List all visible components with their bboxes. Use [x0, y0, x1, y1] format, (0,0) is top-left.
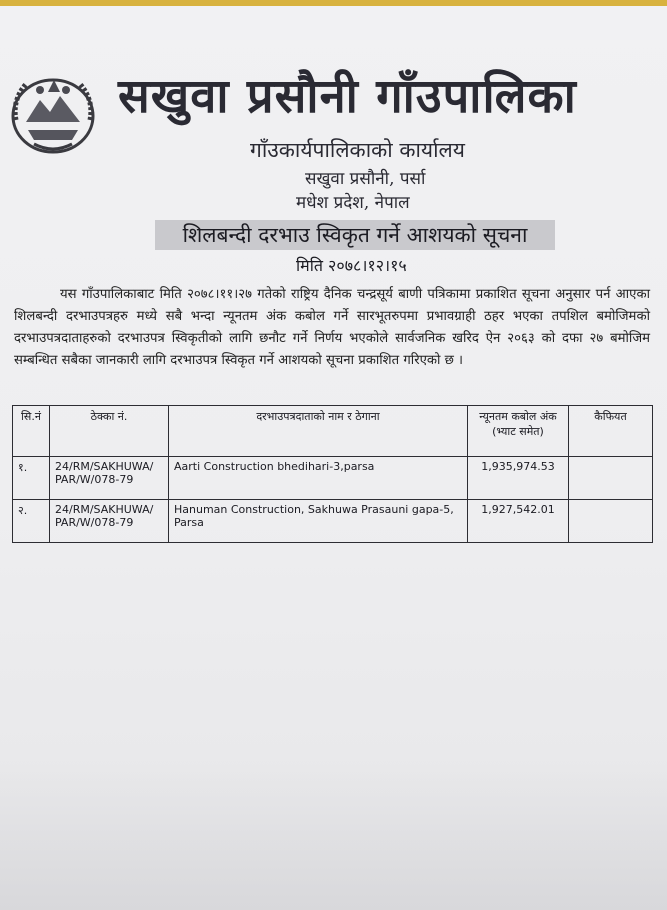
municipality-title: सखुवा प्रसौनी गाँउपालिका [118, 69, 577, 124]
bids-table [12, 405, 653, 543]
header-bidder: दरभाउपत्रदाताको नाम र ठेगाना [169, 406, 468, 457]
nepal-government-emblem-icon [4, 70, 102, 158]
table-header-row [13, 406, 653, 457]
row-amount: 1,935,974.53 [468, 457, 569, 500]
address-line-2: मधेश प्रदेश, नेपाल [296, 193, 410, 213]
notice-body: यस गाँउपालिकाबाट मिति २०७८।११।२७ गतेको राष्ट्रिय दैनिक चन्द्रसूर्य बाणी पत्रिकामा प्रकाशित सूचना अनुसार पर्न आएका शिलबन्दी दरभाउपत्रहरु मध्ये सबै भन्दा न्यूनतम अंक कबोल गर्ने सारभूतरुपमा प्रभावग्राही ठहर भएका तपशिल बमोजिमको दरभाउपत्रदाताहरुको दरभाउपत्र स्विकृतीको लागि छनौट गर्ने निर्णय भएकोले सार्वजनिक खरिद ऐन २०६३ को दफा २७ बमोजिम सम्बन्धित सबैका जानकारी लागि दरभाउपत्र स्विकृत गर्ने आशयको सूचना प्रकाशित गरिएको छ । [14, 287, 650, 368]
header-amount: न्यूनतम कबोल अंक (भ्याट समेत) [468, 406, 569, 457]
row-remarks [569, 457, 653, 500]
table-row [13, 457, 653, 500]
header-contract: ठेक्का नं. [50, 406, 169, 457]
row-amount: 1,927,542.01 [468, 500, 569, 543]
notice-title: शिलबन्दी दरभाउ स्विकृत गर्ने आशयको सूचना [155, 220, 555, 250]
notice-date: मिति २०७८।१२।१५ [296, 256, 407, 275]
row-contract: 24/RM/SAKHUWA/ PAR/W/078-79 [50, 500, 169, 543]
row-remarks [569, 500, 653, 543]
header-remarks: कैफियत [569, 406, 653, 457]
row-bidder: Hanuman Construction, Sakhuwa Prasauni gapa-5, Parsa [169, 500, 468, 543]
row-bidder: Aarti Construction bhedihari-3,parsa [169, 457, 468, 500]
header-sn: सि.नं [13, 406, 50, 457]
row-contract: 24/RM/SAKHUWA/ PAR/W/078-79 [50, 457, 169, 500]
address-line-1: सखुवा प्रसौनी, पर्सा [305, 169, 426, 189]
office-name: गाँउकार्यपालिकाको कार्यालय [250, 138, 465, 162]
table-row [13, 500, 653, 543]
row-sn: २. [13, 500, 50, 543]
row-sn: १. [13, 457, 50, 500]
